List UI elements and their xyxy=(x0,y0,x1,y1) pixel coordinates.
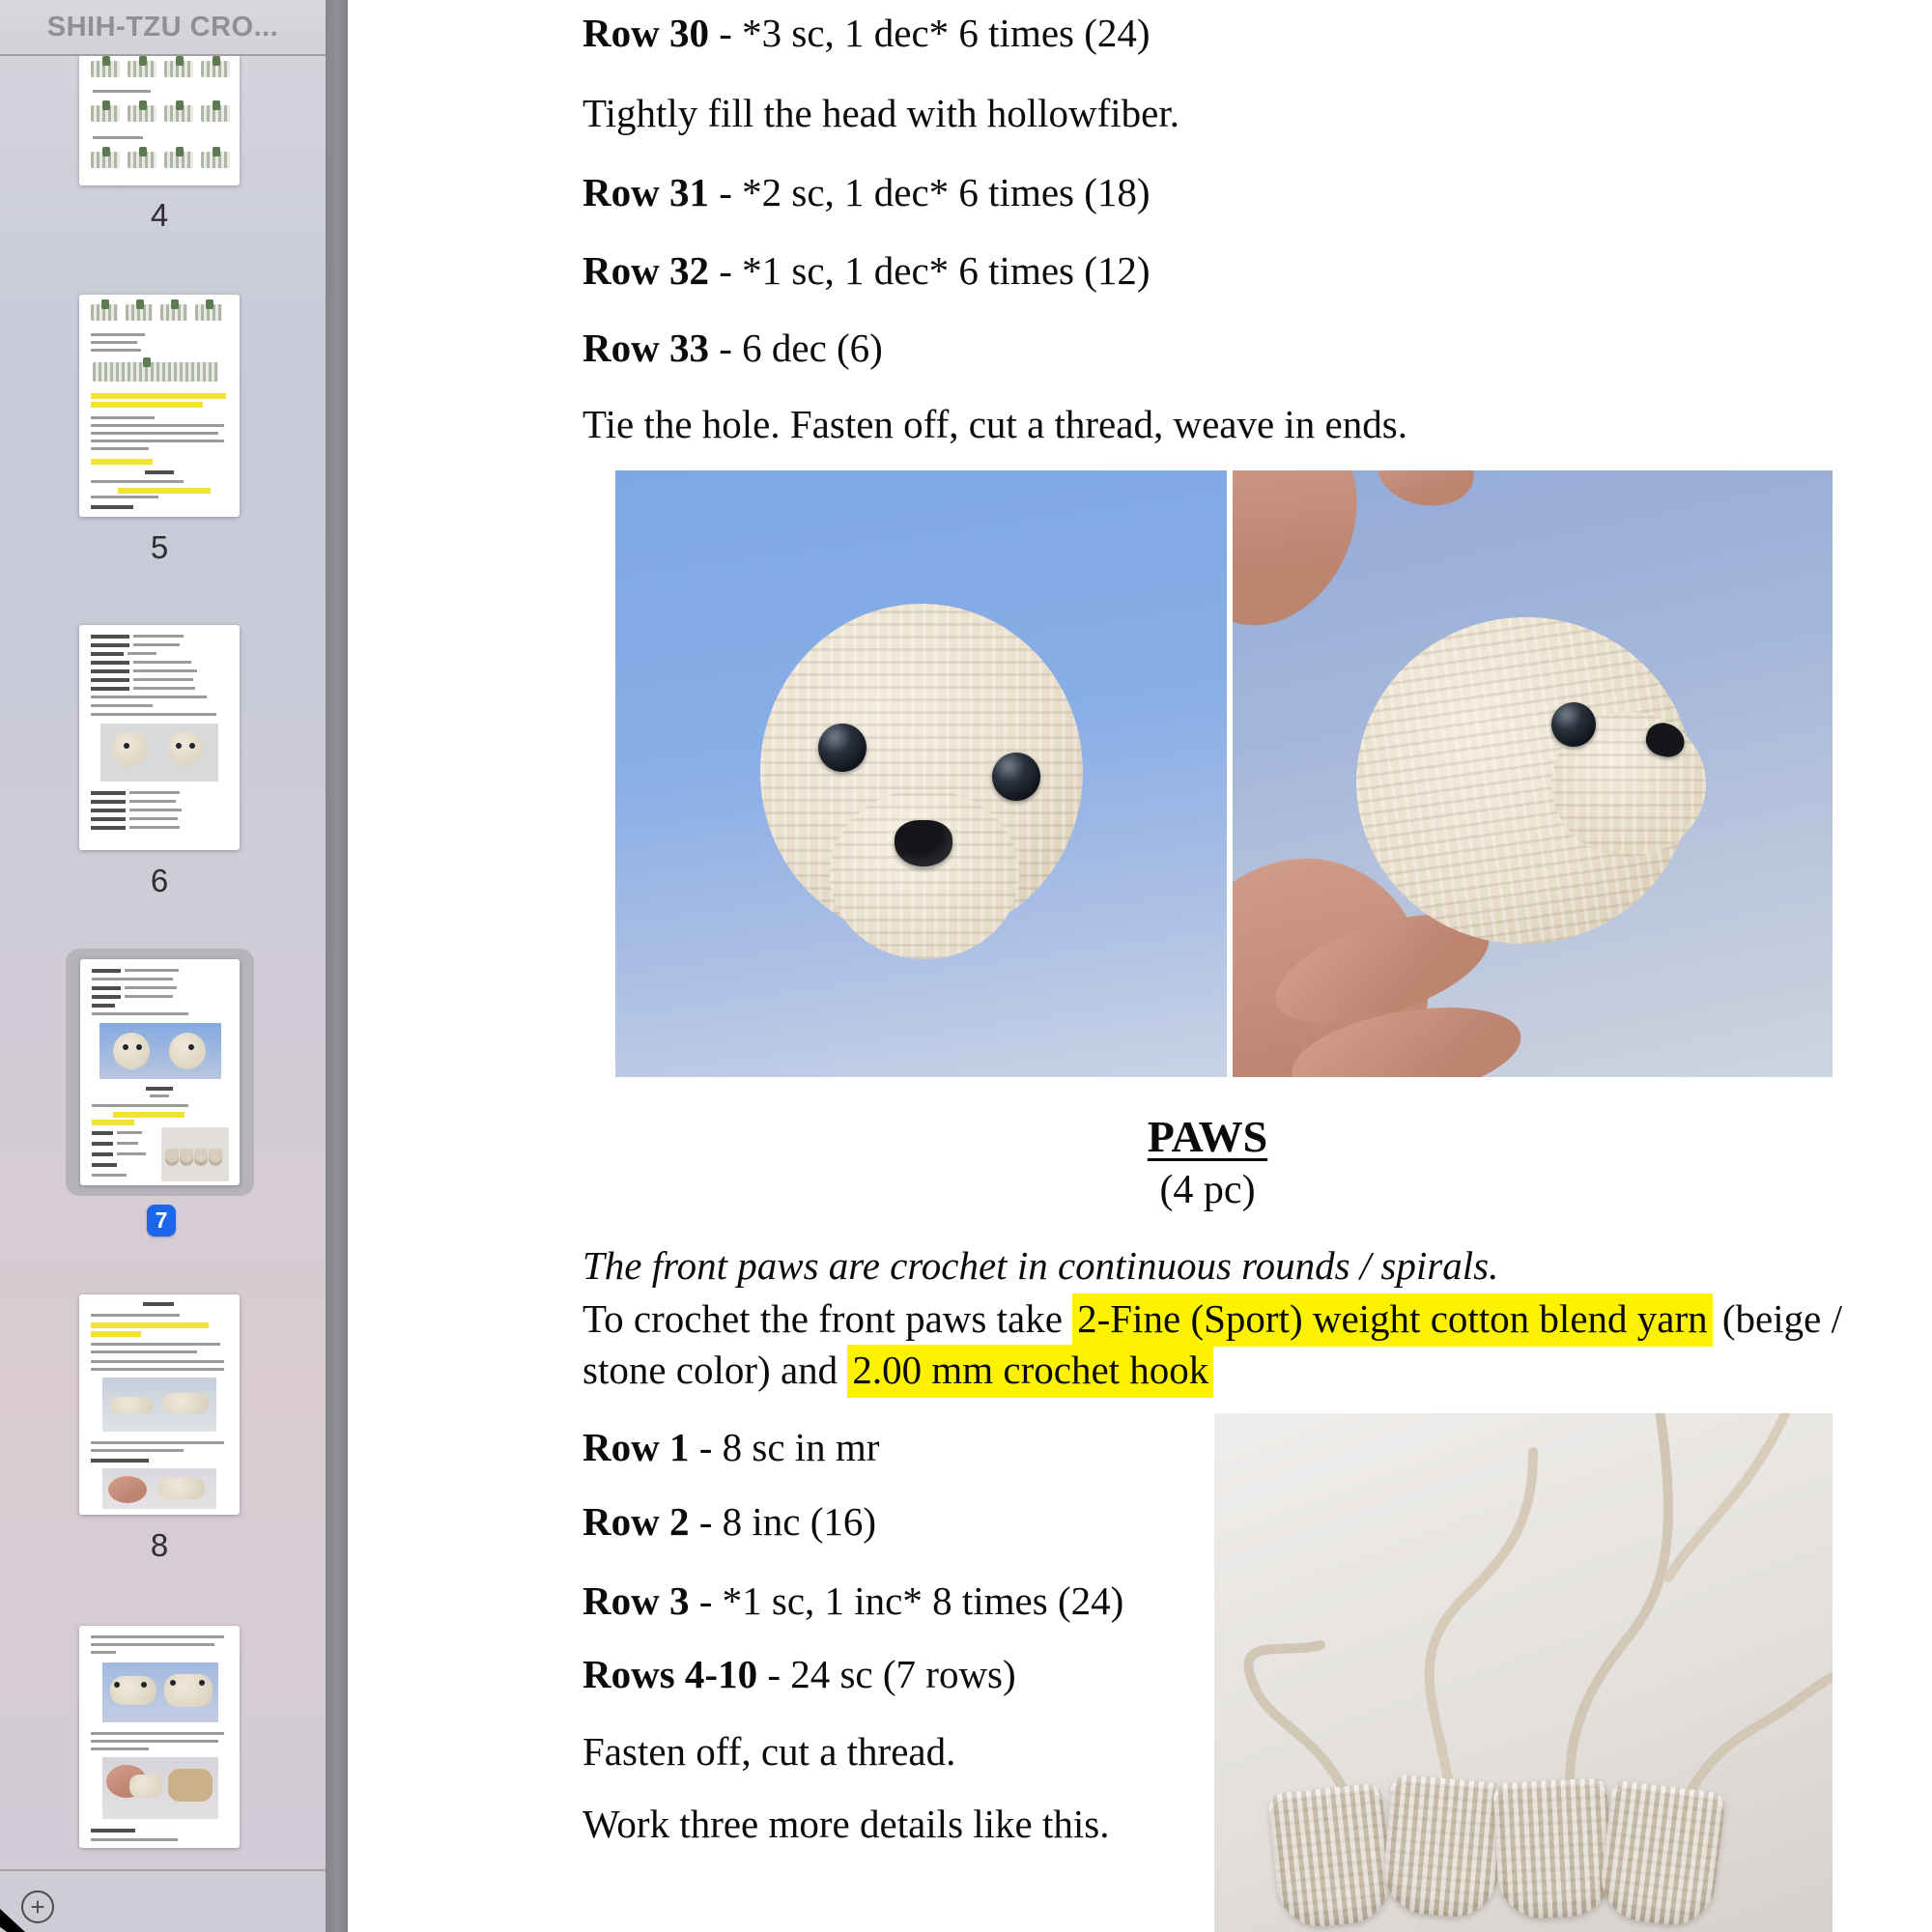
pattern-line-row33: Row 33 - 6 dec (6) xyxy=(582,326,883,370)
paw-piece xyxy=(1492,1777,1613,1920)
content-left-gutter xyxy=(326,0,348,1932)
page-number-5: 5 xyxy=(150,529,169,565)
selected-page-badge: 7 xyxy=(147,1205,176,1236)
page-thumbnail-5[interactable] xyxy=(79,295,240,517)
row-label: Row 33 xyxy=(582,326,709,370)
pattern-line-row32: Row 32 - *1 sc, 1 dec* 6 times (12) xyxy=(582,248,1151,293)
page-number-8: 8 xyxy=(150,1527,169,1563)
add-page-button[interactable] xyxy=(21,1890,54,1923)
pattern-line-row30: Row 30 - *3 sc, 1 dec* 6 times (24) xyxy=(582,11,1151,55)
paws-materials-line2: stone color) and 2.00 mm crochet hook xyxy=(582,1343,1213,1397)
crochet-muzzle xyxy=(830,789,1019,959)
highlighted-hook: 2.00 mm crochet hook xyxy=(847,1345,1213,1398)
paws-materials-line1: To crochet the front paws take 2-Fine (Sport) weight cotton blend yarn (beige / xyxy=(582,1292,1842,1346)
pattern-line-fill: Tightly fill the head with hollowfiber. xyxy=(582,91,1180,135)
paws-row2: Row 2 - 8 inc (16) xyxy=(582,1499,877,1544)
paws-count: (4 pc) xyxy=(1159,1168,1256,1212)
page-thumbnail-7[interactable] xyxy=(80,959,240,1185)
finger xyxy=(1233,470,1388,653)
nose xyxy=(895,820,952,867)
page-thumbnail-6[interactable] xyxy=(79,625,240,850)
page-number-6: 6 xyxy=(150,863,169,898)
right-eye xyxy=(992,753,1040,801)
side-eye xyxy=(1551,702,1596,747)
row-label: Row 31 xyxy=(582,170,709,214)
paws-fasten-line: Fasten off, cut a thread. xyxy=(582,1729,956,1774)
row-label: Row 3 xyxy=(582,1578,690,1623)
row-label: Rows 4-10 xyxy=(582,1652,758,1696)
document-title: SHIH-TZU CRO... xyxy=(46,12,279,43)
page-thumbnail-4[interactable] xyxy=(79,55,240,185)
sidebar-titlebar xyxy=(0,0,326,55)
page-thumbnail-8[interactable] xyxy=(79,1294,240,1515)
paws-heading: PAWS xyxy=(1147,1112,1268,1161)
paws-row1: Row 1 - 8 sc in mr xyxy=(582,1425,880,1469)
paws-rows4-10: Rows 4-10 - 24 sc (7 rows) xyxy=(582,1652,1016,1696)
document-page xyxy=(348,0,1932,1932)
paws-intro-italic: The front paws are crochet in continuous rounds / spirals. xyxy=(582,1243,1499,1288)
titlebar-divider xyxy=(0,54,348,56)
paws-work-more-line: Work three more details like this. xyxy=(582,1802,1110,1846)
paws-photo xyxy=(1214,1413,1833,1932)
pattern-line-row31: Row 31 - *2 sc, 1 dec* 6 times (18) xyxy=(582,170,1151,214)
sidebar-footer-divider xyxy=(0,1869,348,1871)
head-photo-front xyxy=(615,470,1227,1077)
head-photos xyxy=(615,470,1833,1077)
page-number-4: 4 xyxy=(150,197,169,233)
paws-heading-wrap xyxy=(582,1111,1833,1162)
paw-piece xyxy=(1267,1782,1395,1931)
pattern-line-tie: Tie the hole. Fasten off, cut a thread, weave in ends. xyxy=(582,402,1407,446)
page-thumbnail-9[interactable] xyxy=(79,1626,240,1848)
row-label: Row 32 xyxy=(582,248,709,293)
head-photo-side xyxy=(1233,470,1833,1077)
plus-icon: + xyxy=(30,1892,45,1921)
paw-piece xyxy=(1380,1774,1506,1920)
row-label: Row 2 xyxy=(582,1499,690,1544)
fingertip xyxy=(1373,470,1480,513)
highlighted-yarn: 2-Fine (Sport) weight cotton blend yarn xyxy=(1072,1293,1712,1347)
paws-row3: Row 3 - *1 sc, 1 inc* 8 times (24) xyxy=(582,1578,1124,1623)
thumbnail-sidebar xyxy=(0,0,326,1932)
row-label: Row 1 xyxy=(582,1425,690,1469)
row-label: Row 30 xyxy=(582,11,709,55)
left-eye xyxy=(818,724,867,772)
